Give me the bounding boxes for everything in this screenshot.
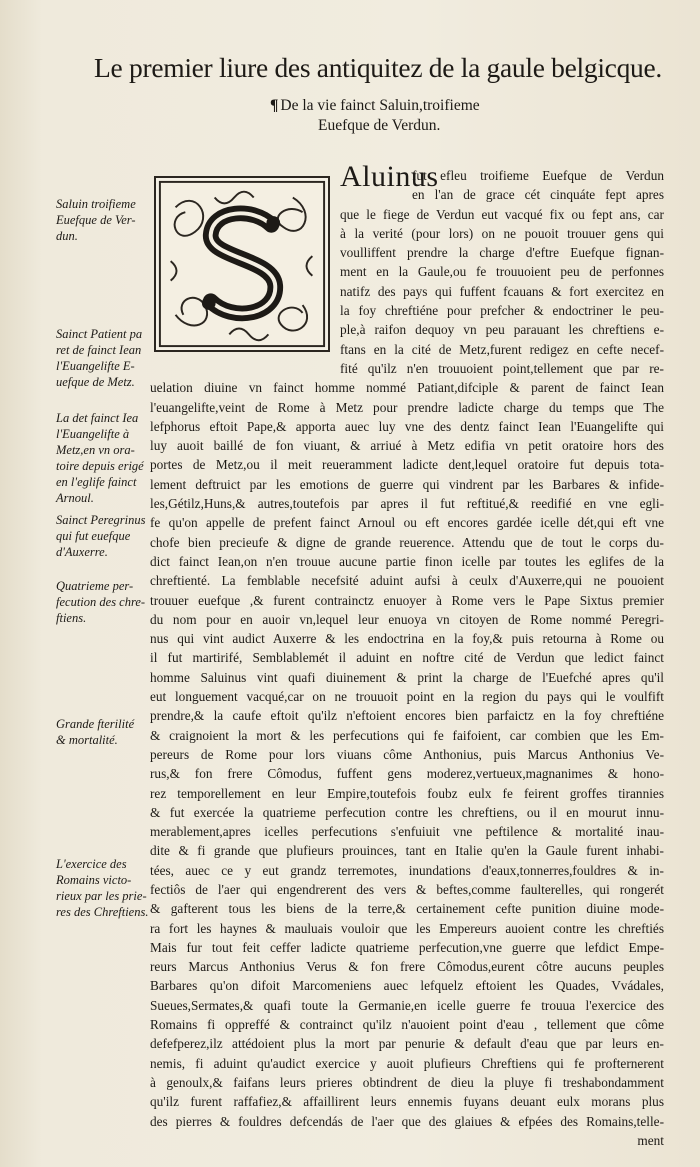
text-line: homme Saluinus vint quafi diuinement & print la charge de l'Euefché apres qu'il [150,669,664,685]
chapter-subtitle [270,96,530,136]
text-line: rus,& fon frere Cômodus, fuffent gens moderez,vertueux,magnanimes & hono- [150,766,664,782]
margin-note-line: toire depuis erigé [56,459,144,473]
margin-note-line: dun. [56,229,78,243]
text-line: luy auoit baillé de fon viuant, & arriué à Metz edifia vn petit oratoire hors des [150,438,664,454]
text-line: defefperez,ilz attédoient plus la mort par penurie & default d'eau que par leurs en- [150,1036,664,1052]
margin-note-line: Euefque de Ver- [56,213,136,227]
text-line: ment [637,1132,664,1148]
text-line: lefphorus eftoit Pape,& apporta auec luy vne des dentz fainct Iean l'Euangelifte qui [150,418,664,434]
margin-note-saluin [56,196,152,244]
text-line: trouuer euefque ,& furent contrainctz enuoyer à Rome vers le Pape Sixtus premier [150,592,664,608]
text-line: fe qu'on appelle de prefent fainct Arnoul ou eft encores gardée icelle dét,qui eft vne [150,515,664,531]
text-line: pereurs de Rome pour lors viuans côme Anthonius, puis Marcus Anthonius Ve- [150,746,664,762]
margin-note-line: res des Chreftiens. [56,905,149,919]
pilcrow-icon: ¶ [270,97,279,114]
subtitle-line-2: Euefque de Verdun. [318,117,441,134]
text-line: fut efleu troifieme Euefque de Verdun [412,168,664,183]
margin-note-line: Arnoul. [56,491,94,505]
text-line: à la verité (pour lors) on ne pouoit trouuer gens qui [340,225,664,241]
text-line: en l'an de grace cét cinquáte fept apres [412,187,664,203]
margin-note-patient [56,326,152,390]
text-line: ftans en la cité de Metz,furent redigez en cefte necef- [340,341,664,357]
margin-note-persecution [56,578,152,626]
running-header: Le premier liure des antiquitez de la gaule belgicque. [94,52,662,83]
text-line: ment en la Gaule,ou fe trouuoient peu de perfonnes [340,264,664,280]
text-line: fité qu'ilz n'en trouuoient point,tellement que par re- [340,360,664,376]
opening-word: Aluinus [340,160,439,193]
margin-note-line: qui fut euefque [56,529,131,543]
text-line: merablement,apres icelles perfecutions s'enfuiuit vne peftilence & mortalité inau- [150,824,664,840]
subtitle-line-1: De la vie fainct Saluin,troifieme [280,97,480,114]
text-line: voulliffent prendre la charge d'eftre Euefque fignan- [340,245,664,261]
text-line: fectiôs de l'aer qui engendrerent des vers & beftes,comme faulterelles, qui rongerét [150,881,664,897]
margin-note-line: d'Auxerre. [56,545,108,559]
margin-note-sterilite [56,716,152,748]
text-line: & craignoient la mort & les perfecutions qui fe faifoient, car combien que les Em- [150,727,664,743]
margin-note-line: Sainct Patient pa [56,327,143,341]
text-line: Barbares qu'on difoit Marcomeniens auec lefquelz eftoient les Quades, Vvádales, [150,978,664,994]
margin-note-line: La det fainct Iea [56,411,139,425]
margin-note-line: en l'eglife fainct [56,475,137,489]
margin-note-line: l'Euangelifte E- [56,359,135,373]
margin-note-line: fecution des chre- [56,595,146,609]
text-line: natifz des pays qui fuffent fcauans & fort exercitez en [340,283,664,299]
text-line: ple,à raifon dequoy vn peu parauant les chreftiens e- [340,322,664,338]
text-line: nus qui vint audict Auxerre & les endoctrina en la foy,& puis retourna à Rome ou [150,631,664,647]
margin-note-exercice [56,856,152,920]
margin-note-line: rieux par les prie- [56,889,147,903]
text-line: nemis, fi aduint qu'audict exercice y auoit plufieurs Chreftiens qui fe profternerent [150,1055,664,1071]
text-line: eut longuement vacqué,car on ne trouuoit point en la region du pays qui le voulfift [150,689,664,705]
margin-note-line: Metz,en vn ora- [56,443,135,457]
text-line: chreftienté. La femblable necefsité aduint aufsi à ceulx d'Auxerre,qui ne pouoient [150,573,664,589]
text-line: dict fainct Iean,on n'en trouue aucune partie finon icelle par toutes les eglifes de la [150,553,664,569]
text-line: l'euangelifte,veint de Rome à Metz pour prendre ladicte charge du temps que The [150,399,664,415]
margin-note-line: L'exercice des [56,857,127,871]
text-line: uelation diuine vn fainct homme nommé Patiant,difciple & parent de fainct Iean [150,380,664,396]
margin-note-line: ftiens. [56,611,87,625]
margin-note-line: Romains victo- [56,873,132,887]
text-line: ra fort les haynes & mauluais vouloir que les Empereurs auoient contre les chreftiés [150,920,664,936]
text-line: portes de Metz,ou il meit reueramment ladicte dent,lequel oratoire fut depuis tota- [150,457,664,473]
text-line: que le fiege de Verdun eut vacqué fix ou fept ans, car [340,206,664,222]
text-line: qu'ilz furent raffafiez,& affaillirent leurs ennemis fuyans deuant eulx morans plus [150,1094,664,1110]
text-line: il fut martirifé, Semblablemét il aduint en noftre cité de Verdun que ledict fainct [150,650,664,666]
text-line: reurs Marcus Anthonius Verus & fon frere Cômodus,eurent côtre aucuns peuples [150,959,664,975]
margin-note-line: Saluin troifieme [56,197,136,211]
margin-note-line: ret de fainct Iean [56,343,142,357]
text-line: Mais fur tout feit ceffer ladicte quatrieme perfecution,vne guerre que lefdict Empe- [150,939,664,955]
margin-note-line: & mortalité. [56,733,118,747]
margin-note-dent [56,410,152,506]
text-line: lement deftruict par les emotions de guerre qui vindrent par les Barbares & infide- [150,476,664,492]
text-line: à genoulx,& faifans leurs prieres obtindrent de dieu la pluye fi treshabondamment [150,1074,664,1090]
text-line: rez temporellement en leur Empire,toutefois foubz eulx fe feirent groffes tirannies [150,785,664,801]
margin-note-line: l'Euangelifte à [56,427,130,441]
text-line: tées, auec ce y eut grandz terremotes, inundations d'eaux,tonnerres,fouldres & in- [150,862,664,878]
text-line: la foy chreftiéne pour prefcher & endoctriner le peu- [340,303,664,319]
margin-note-line: Sainct Peregrinus [56,513,146,527]
margin-note-line: Grande fterilité [56,717,135,731]
text-line: des pierres & fouldres defcendás de l'aer que des glaiues & efpées des Romains,telle- [150,1113,664,1129]
margin-note-line: uefque de Metz. [56,375,135,389]
text-line: Sueues,Sermates,& quafi toute la Germanie,en icelle guerre fe trouua l'exercice des [150,997,664,1013]
text-line: les,Gétilz,Huns,& autres,toutefois par apres il fut reftitué,& reedifié en vne egli- [150,496,664,512]
margin-note-line: Quatrieme per- [56,579,134,593]
text-line: dite & fi grande que plufieurs prouinces, tant en Italie qu'en la Gaule furent inhabi- [150,843,664,859]
text-line: prendre,& la caufe eftoit qu'ilz n'eftoient encores bien parfaictz en la foy chreftiéne [150,708,664,724]
margin-note-peregrinus [56,512,152,560]
text-line: chofe bien precieufe & digne de grande reuerence. Attendu que de tout le corps du- [150,534,664,550]
main-text-block [150,166,664,1150]
text-line: & fut exercée la quatrieme perfecution contre les chreftiens, ou il en mourut innu- [150,804,664,820]
text-line: du nom pour en auoir vn,lequel leur enuoya vn citoyen de Rome nommé Peregri- [150,611,664,627]
text-line: Romains fi oppreffé & contrainct qu'ilz n'auoient point d'eau , tellement que côme [150,1017,664,1033]
text-line: & gafterent tous les biens de la terre,& certainement cefte punition diuine mode- [150,901,664,917]
